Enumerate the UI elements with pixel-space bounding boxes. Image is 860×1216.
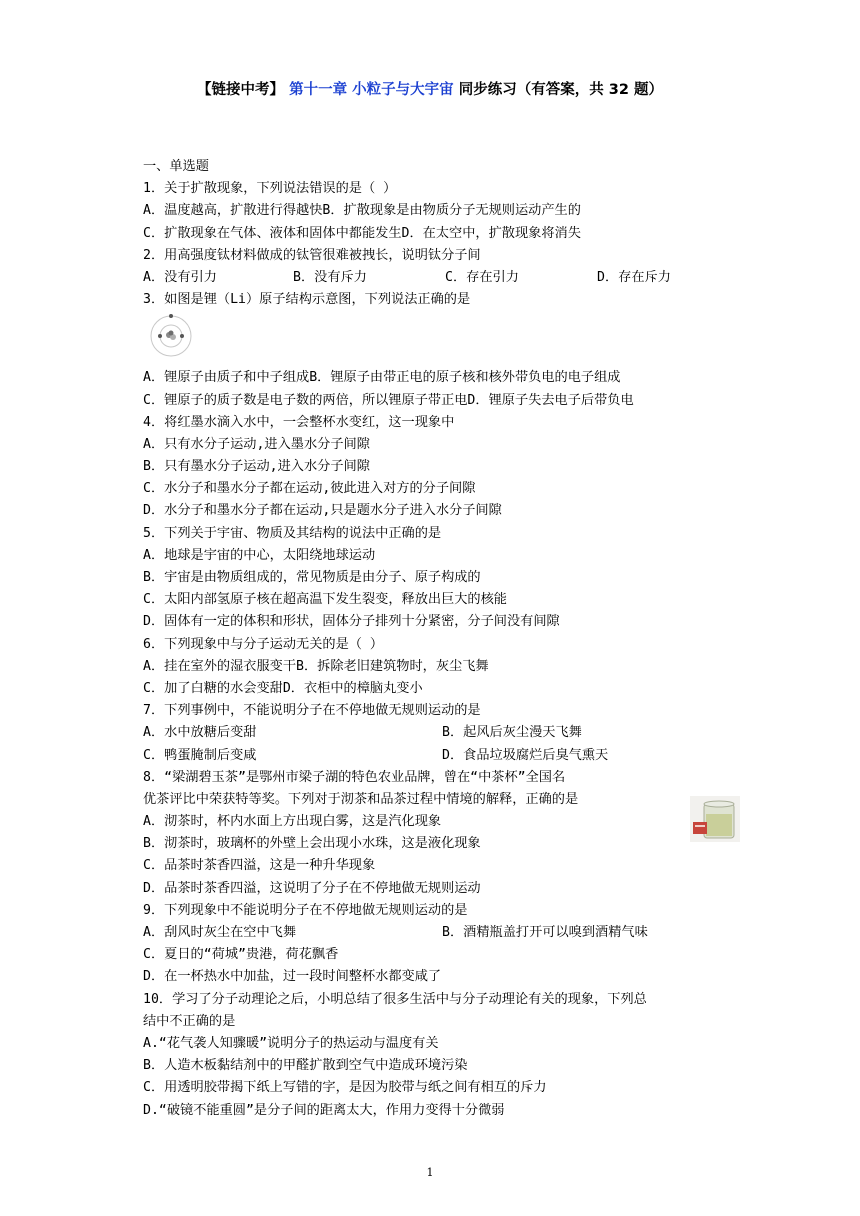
q6-stem: 6．下列现象中与分子运动无关的是（ ）	[143, 636, 384, 652]
q8-stem-line2: 优茶评比中荣获特等奖。下列对于沏茶和品茶过程中情境的解释，正确的是	[143, 791, 579, 807]
q2-option-d: D．存在斥力	[597, 269, 671, 285]
q3-options-cd: C．锂原子的质子数是电子数的两倍，所以锂原子带正电D．锂原子失去电子后带负电	[143, 392, 634, 408]
q5-option-b: B．宇宙是由物质组成的，常见物质是由分子、原子构成的	[143, 570, 481, 585]
q3-options-ab: A．锂原子由质子和中子组成B．锂原子由带正电的原子核和核外带负电的电子组成	[143, 370, 621, 386]
page-title	[0, 78, 860, 99]
q9-options-ab	[143, 922, 723, 944]
q10-stem-line1: 10．学习了分子动理论之后，小明总结了很多生活中与分子动理论有关的现象，下列总	[143, 991, 647, 1007]
q2-options	[143, 267, 723, 289]
q2-option-a: A．没有引力	[143, 269, 217, 285]
q1-stem: 1．关于扩散现象，下列说法错误的是（ ）	[143, 181, 397, 197]
q5-option-d: D．固体有一定的体积和形状，固体分子排列十分紧密，分子间没有间隙	[143, 614, 560, 630]
q2-option-c: C．存在引力	[445, 269, 519, 285]
q2-stem: 2．用高强度钛材料做成的钛管很难被拽长，说明钛分子间	[143, 247, 481, 263]
q7-stem: 7．下列事例中，不能说明分子在不停地做无规则运动的是	[143, 703, 481, 719]
q8-stem-line1: 8．“梁湖碧玉茶”是鄂州市梁子湖的特色农业品牌，曾在“中茶杯”全国名	[143, 769, 566, 785]
q10-option-d: D.“破镜不能重圆”是分子间的距离太大，作用力变得十分微弱	[143, 1102, 505, 1118]
q4-option-b: B．只有墨水分子运动,进入水分子间隙	[143, 459, 370, 475]
q9-option-c: C．夏日的“荷城”贵港，荷花飘香	[143, 947, 339, 963]
lithium-atom-diagram	[147, 314, 195, 358]
title-suffix: 同步练习（有答案，共 32 题）	[453, 82, 663, 98]
q1-options-cd: C．扩散现象在气体、液体和固体中都能发生D．在太空中，扩散现象将消失	[143, 225, 581, 241]
q2-option-b: B．没有斥力	[293, 269, 367, 285]
q8-option-c: C．品茶时茶香四溢，这是一种升华现象	[143, 858, 376, 874]
q1-options-ab: A．温度越高，扩散进行得越快B．扩散现象是由物质分子无规则运动产生的	[143, 203, 581, 219]
q9-stem: 9．下列现象中不能说明分子在不停地做无规则运动的是	[143, 902, 468, 918]
page-number: 1	[426, 1166, 434, 1179]
tea-cup-image	[690, 796, 740, 842]
q10-option-c: C．用透明胶带揭下纸上写错的字，是因为胶带与纸之间有相互的斥力	[143, 1080, 547, 1096]
q6-options-ab: A．挂在室外的湿衣服变干B．拆除老旧建筑物时，灰尘飞舞	[143, 658, 489, 674]
q6-options-cd: C．加了白糖的水会变甜D．衣柜中的樟脑丸变小	[143, 680, 423, 696]
question-list	[143, 156, 723, 1122]
q3-stem: 3．如图是锂（Li）原子结构示意图，下列说法正确的是	[143, 292, 471, 308]
q7-option-c: C．鸭蛋腌制后变咸	[143, 747, 257, 763]
q7-option-a: A．水中放糖后变甜	[143, 725, 257, 741]
q5-stem: 5．下列关于宇宙、物质及其结构的说法中正确的是	[143, 525, 442, 541]
section-heading: 一、单选题	[143, 159, 209, 174]
q7-option-b: B．起风后灰尘漫天飞舞	[442, 725, 582, 741]
q10-option-a: A.“花气袭人知骤暖”说明分子的热运动与温度有关	[143, 1035, 439, 1051]
q10-option-b: B．人造木板黏结剂中的甲醛扩散到空气中造成环境污染	[143, 1058, 468, 1074]
q9-option-a: A．刮风时灰尘在空中飞舞	[143, 925, 297, 940]
q4-option-a: A．只有水分子运动,进入墨水分子间隙	[143, 436, 370, 452]
q10-stem-line2: 结中不正确的是	[143, 1013, 236, 1029]
q7-option-d: D．食品垃圾腐烂后臭气熏天	[442, 747, 609, 763]
q4-stem: 4．将红墨水滴入水中，一会整杯水变红，这一现象中	[143, 414, 455, 430]
q4-option-c: C．水分子和墨水分子都在运动,彼此进入对方的分子间隙	[143, 481, 476, 497]
q7-options-cd	[143, 745, 723, 767]
q8-option-b: B．沏茶时，玻璃杯的外壁上会出现小水珠，这是液化现象	[143, 836, 481, 852]
q8-option-a: A．沏茶时，杯内水面上方出现白雾，这是汽化现象	[143, 814, 442, 830]
q7-options-ab	[143, 722, 723, 744]
title-prefix: 【链接中考】	[197, 82, 285, 98]
q9-option-b: B．酒精瓶盖打开可以嗅到酒精气味	[442, 925, 648, 940]
q8-option-d: D．品茶时茶香四溢，这说明了分子在不停地做无规则运动	[143, 880, 481, 896]
q4-option-d: D．水分子和墨水分子都在运动,只是题水分子进入水分子间隙	[143, 503, 502, 519]
q5-option-a: A．地球是宇宙的中心，太阳绕地球运动	[143, 547, 376, 563]
q9-option-d: D．在一杯热水中加盐，过一段时间整杯水都变咸了	[143, 969, 442, 985]
title-chapter: 第十一章 小粒子与大宇宙	[289, 82, 454, 98]
q5-option-c: C．太阳内部氢原子核在超高温下发生裂变，释放出巨大的核能	[143, 592, 507, 608]
